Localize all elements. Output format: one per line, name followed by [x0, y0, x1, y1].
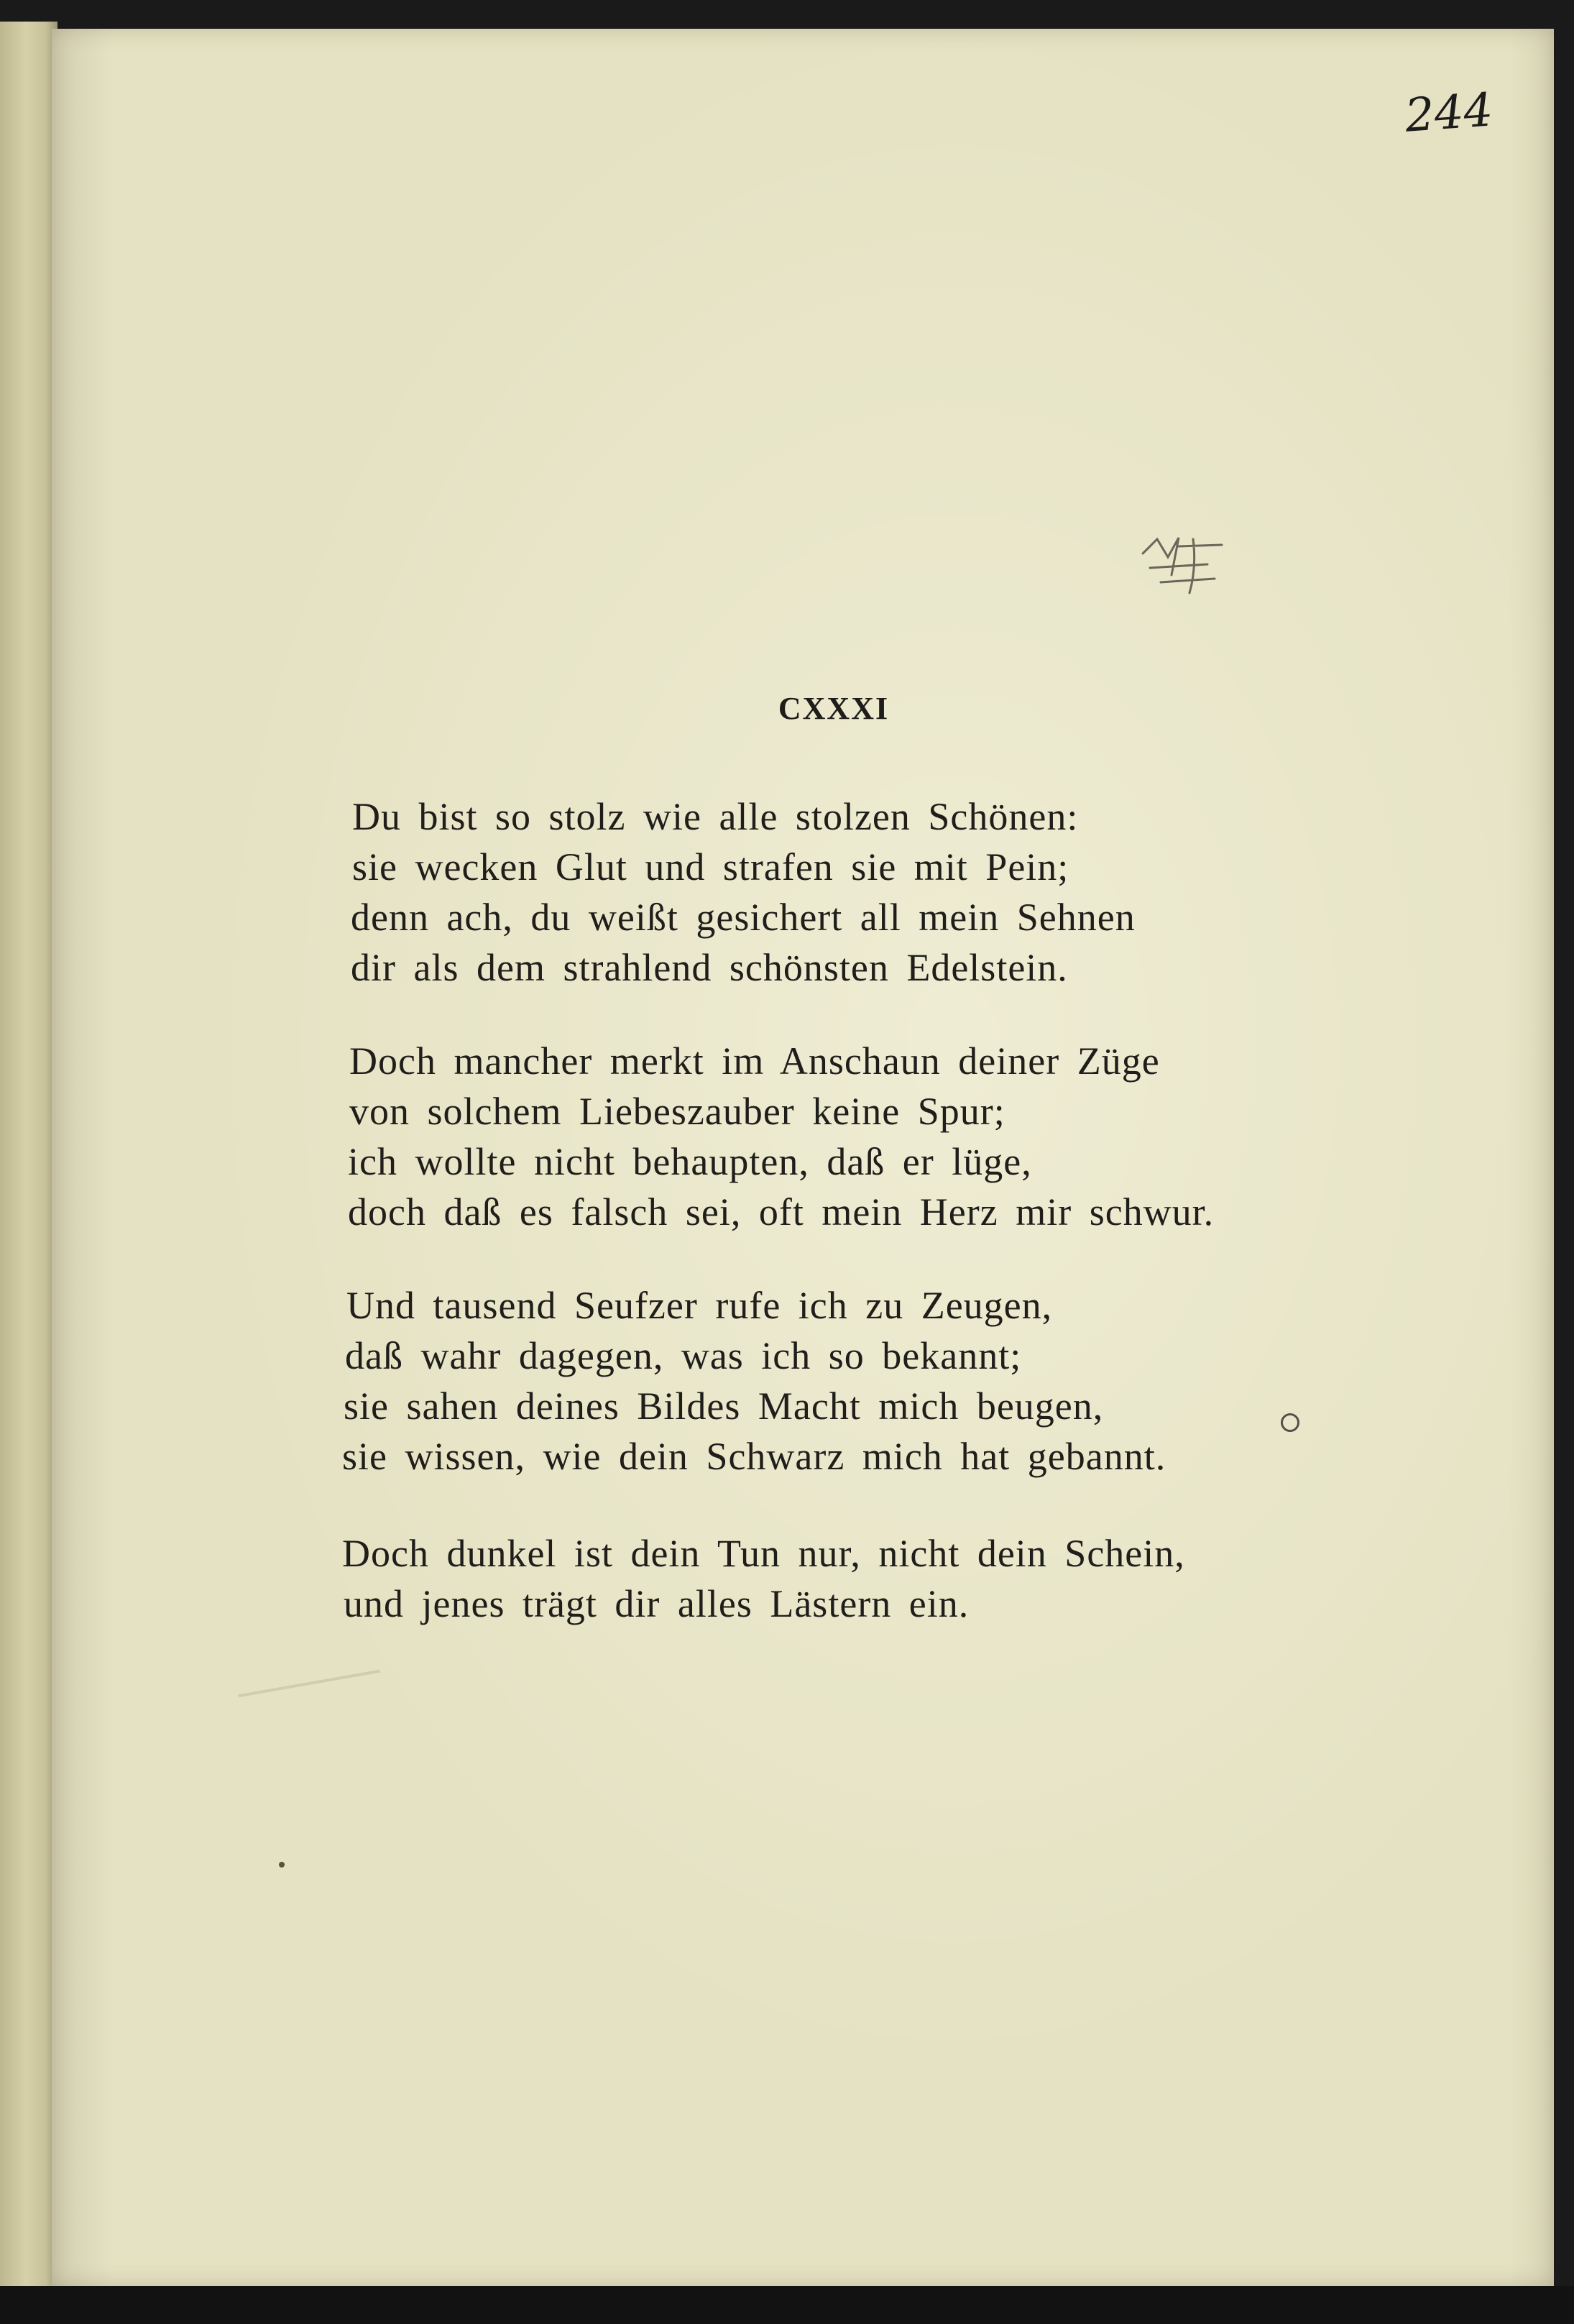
poem-line: denn ach, du weißt gesichert all mein Sehnen [351, 896, 1136, 939]
small-circle-mark [1281, 1413, 1299, 1432]
poem-line: dir als dem strahlend schönsten Edelstein. [351, 946, 1068, 989]
poem-line: und jenes trägt dir alles Lästern ein. [344, 1582, 970, 1625]
poem-line: daß wahr dagegen, was ich so bekannt; [345, 1334, 1022, 1377]
poem-line: ich wollte nicht behaupten, daß er lüge, [348, 1140, 1032, 1183]
poem-line: Und tausend Seufzer rufe ich zu Zeugen, [346, 1284, 1053, 1327]
poem-line: Doch dunkel ist dein Tun nur, nicht dein Schein, [342, 1532, 1185, 1575]
poem-line: sie wissen, wie dein Schwarz mich hat gebannt. [342, 1435, 1166, 1478]
poem-line: sie wecken Glut und strafen sie mit Pein; [352, 845, 1069, 888]
poem-line: Doch mancher merkt im Anschaun deiner Züge [349, 1039, 1160, 1083]
poem-line: doch daß es falsch sei, oft mein Herz mir schwur. [348, 1190, 1215, 1234]
paper-speck [279, 1862, 285, 1868]
poem-title: CXXXI [778, 691, 890, 726]
poem-line: sie sahen deines Bildes Macht mich beugen, [344, 1384, 1104, 1428]
handwritten-page-number: 244 [1403, 83, 1495, 143]
poem-line: Du bist so stolz wie alle stolzen Schönen: [352, 795, 1079, 838]
poem-line: von solchem Liebeszauber keine Spur; [349, 1090, 1005, 1133]
